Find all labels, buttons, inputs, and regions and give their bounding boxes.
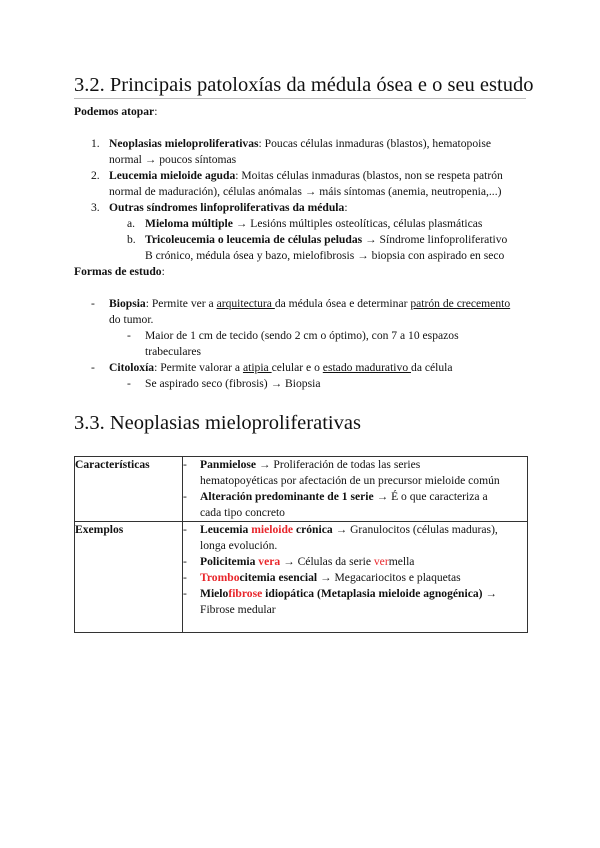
bullet-dash: - [127,377,131,390]
table-row [75,522,528,633]
intro-label: Podemos atopar: [74,105,158,118]
row-value: - Leucemia mieloide crónica → Granulocitos (células maduras), longa evolución. - Policitemia vera → Células da serie vermella - Trombocitemia esencial → Megacariocitos e plaquetas - Mielofibrose idiopática (Metaplasia mieloide agnogénica) → Fibrose medular [183,522,528,633]
section-heading-3-2: 3.2. Principais patoloxías da médula ósea e o seu estudo [74,74,534,96]
citoloxia-item: Citoloxía: Permite valorar a atipia celular e o estado madurativo da célula [109,361,453,374]
biopsia-item: Biopsia: Permite ver a arquitectura da médula ósea e determinar patrón de crecemento [109,297,511,310]
section-heading-3-3: 3.3. Neoplasias mieloproliferativas [74,412,361,434]
bullet-dash: - [91,297,95,310]
row-key-exemplos: Exemplos [75,522,183,633]
list-item-text: normal de maduración), células anómalas → máis síntomas (anemia, neutropenia,...) [109,185,502,198]
sublist-item-text: Mieloma múltiple → Lesións múltiples osteolíticas, células plasmáticas [145,217,483,230]
list-item: 3. [91,201,100,214]
list-item: 1. [91,137,100,150]
list-item-text: Outras síndromes linfoproliferativas da médula: [109,201,348,214]
study-label: Formas de estudo: [74,265,165,278]
heading-rule [74,98,526,99]
biopsia-sub: Maior de 1 cm de tecido (sendo 2 cm o óptimo), con 7 a 10 espazos [145,329,459,342]
list-item-text: Leucemia mieloide aguda: Moitas células inmaduras (blastos, non se respeta patrón [109,169,503,182]
sublist-item-text: B crónico, médula ósea y bazo, mielofibrosis → biopsia con aspirado en seco [145,249,505,262]
sublist-item: b. [127,233,136,246]
row-value: - Panmielose → Proliferación de todas las series hematopoyéticas por afectación de un precursor mieloide común - Alteración predominante de 1 serie → É o que caracteriza a cada tipo concreto [183,457,528,522]
sublist-item-text: Tricoleucemia o leucemia de células peludas → Síndrome linfoproliferativo [145,233,508,246]
bullet-dash: - [127,329,131,342]
biopsia-sub-line2: trabeculares [145,345,201,358]
table-row [75,457,528,522]
citoloxia-sub: Se aspirado seco (fibrosis) → Biopsia [145,377,321,390]
list-item: 2. [91,169,100,182]
neoplasias-table [74,456,528,633]
bullet-dash: - [91,361,95,374]
biopsia-item-line2: do tumor. [109,313,154,326]
list-item-text: Neoplasias mieloproliferativas: Poucas células inmaduras (blastos), hematopoise [109,137,491,150]
row-key-caracteristicas: Características [75,457,183,522]
sublist-item: a. [127,217,136,230]
list-item-text: normal → poucos síntomas [109,153,237,166]
